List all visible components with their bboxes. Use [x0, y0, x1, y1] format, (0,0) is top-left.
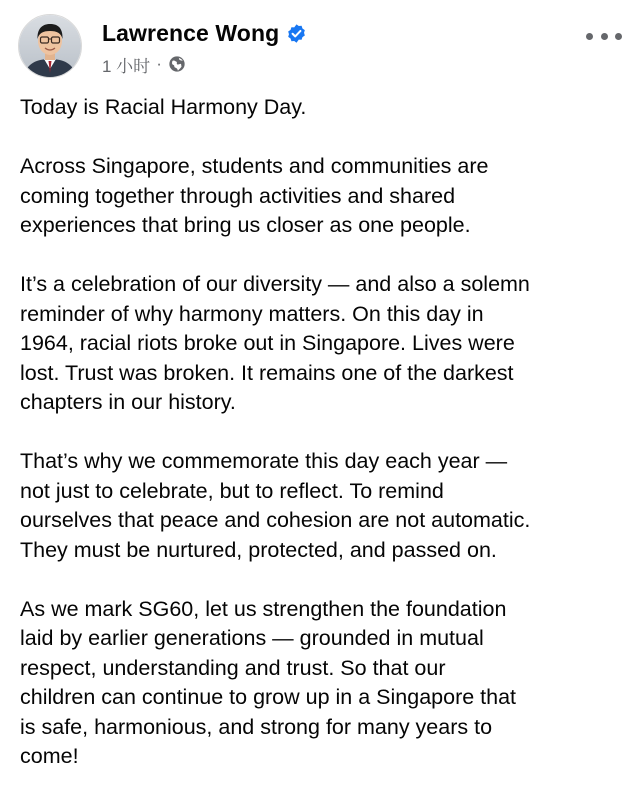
post-meta [102, 52, 186, 76]
author-name-row [102, 18, 307, 48]
verified-badge-icon [286, 23, 307, 44]
more-dot [601, 33, 608, 40]
author-name[interactable]: Lawrence Wong [102, 19, 280, 46]
post-timestamp[interactable]: 1 小时 [102, 56, 151, 76]
more-options-icon[interactable] [586, 26, 622, 46]
author-avatar[interactable] [18, 14, 82, 78]
profile-photo-icon [19, 15, 81, 77]
more-dot [586, 33, 593, 40]
globe-icon[interactable] [168, 55, 186, 73]
post-body [20, 93, 626, 772]
more-dot [615, 33, 622, 40]
meta-separator: · [156, 54, 162, 73]
post-paragraph: Today is Racial Harmony Day. [20, 95, 307, 119]
post-paragraph: It’s a celebration of our diversity — and also a solemn reminder of why harmony matters. On this day in 1964, racial riots broke out in Singapore. Lives were lost. Trust was broken. It remains one of the darkest chapters in our history. [20, 272, 530, 414]
post-paragraph: Across Singapore, students and communities are coming together through activities and shared experiences that bring us closer as one people. [20, 154, 489, 237]
post-header [18, 14, 622, 78]
post-paragraph: That’s why we commemorate this day each year — not just to celebrate, but to reflect. To remind ourselves that peace and cohesion are not automatic. They must be nurtured, protected, and passed on. [20, 449, 531, 562]
post-paragraph: As we mark SG60, let us strengthen the foundation laid by earlier generations — grounded in mutual respect, understanding and trust. So that our children can continue to grow up in a Singapore that is safe, harmonious, and strong for many years to come! [20, 596, 517, 768]
